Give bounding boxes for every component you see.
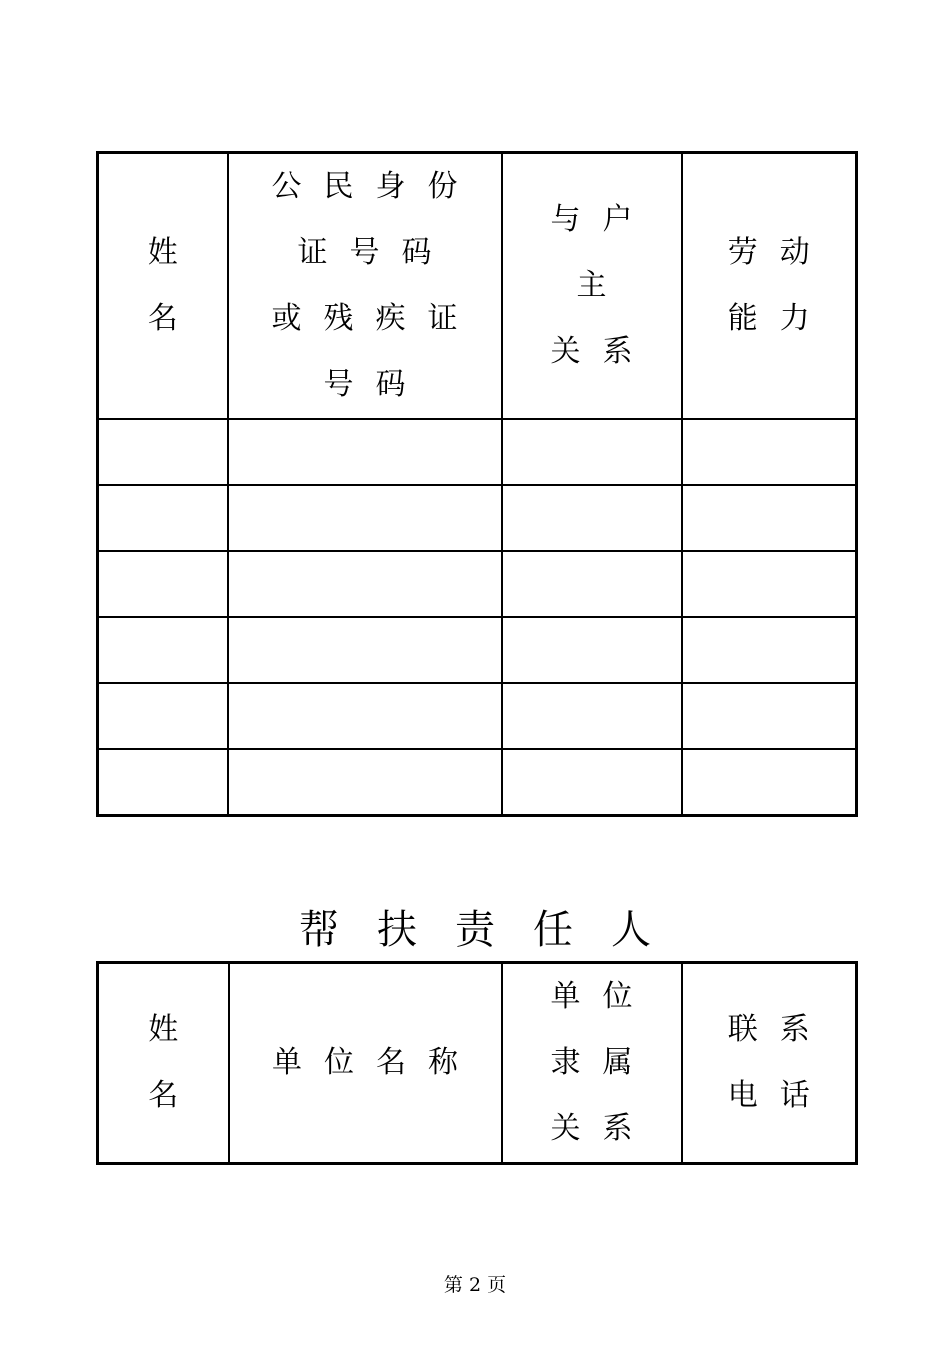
name-cell[interactable]	[98, 749, 228, 815]
labor-ability-cell[interactable]	[682, 419, 857, 485]
responsible-person-table	[96, 961, 858, 1165]
id-number-cell[interactable]	[228, 419, 502, 485]
name-cell[interactable]	[98, 551, 228, 617]
header-line: 姓	[148, 1012, 201, 1047]
header-id-number	[228, 153, 502, 420]
header-line: 联系	[727, 1012, 832, 1047]
header-relation-to-head	[502, 153, 682, 420]
header-unit-affiliation	[502, 963, 682, 1164]
header-line: 隶属	[550, 1045, 655, 1080]
relation-cell[interactable]	[502, 551, 682, 617]
labor-ability-cell[interactable]	[682, 551, 857, 617]
header-line: 名	[147, 301, 200, 336]
header-labor-ability	[682, 153, 857, 420]
header-line: 与户	[550, 202, 655, 237]
id-number-cell[interactable]	[228, 749, 502, 815]
relation-cell[interactable]	[502, 683, 682, 749]
header-line: 能力	[727, 301, 832, 336]
header-line: 单位名称	[272, 1045, 480, 1080]
household-members-table	[96, 151, 858, 817]
header-line: 证号码	[297, 235, 454, 270]
relation-cell[interactable]	[502, 419, 682, 485]
members-header-row	[98, 153, 857, 420]
responsible-header-row	[98, 963, 857, 1164]
header-line: 号码	[323, 367, 428, 402]
table-row	[98, 617, 857, 683]
table-row	[98, 683, 857, 749]
relation-cell[interactable]	[502, 485, 682, 551]
table-row	[98, 419, 857, 485]
section-title: 帮扶责任人	[299, 907, 689, 953]
name-cell[interactable]	[98, 617, 228, 683]
page-number: 第 2 页	[443, 1274, 507, 1296]
header-line: 电话	[727, 1078, 832, 1113]
header-line: 单位	[550, 979, 655, 1014]
id-number-cell[interactable]	[228, 617, 502, 683]
table-row	[98, 485, 857, 551]
labor-ability-cell[interactable]	[682, 683, 857, 749]
header-name	[98, 153, 228, 420]
id-number-cell[interactable]	[228, 485, 502, 551]
labor-ability-cell[interactable]	[682, 485, 857, 551]
header-unit-name	[229, 963, 502, 1164]
header-line: 关系	[550, 334, 655, 369]
table-row	[98, 551, 857, 617]
header-line: 姓	[147, 235, 200, 270]
name-cell[interactable]	[98, 419, 228, 485]
header-line: 公民身份	[271, 169, 480, 204]
table-row	[98, 749, 857, 815]
header-line: 劳动	[727, 235, 832, 270]
id-number-cell[interactable]	[228, 551, 502, 617]
header-line: 关系	[550, 1111, 655, 1146]
relation-cell[interactable]	[502, 617, 682, 683]
name-cell[interactable]	[98, 485, 228, 551]
name-cell[interactable]	[98, 683, 228, 749]
header-line: 名	[148, 1078, 201, 1113]
header-line: 主	[576, 268, 629, 303]
labor-ability-cell[interactable]	[682, 749, 857, 815]
labor-ability-cell[interactable]	[682, 617, 857, 683]
header-name	[98, 963, 229, 1164]
relation-cell[interactable]	[502, 749, 682, 815]
header-line: 或残疾证	[271, 301, 480, 336]
id-number-cell[interactable]	[228, 683, 502, 749]
header-contact-phone	[682, 963, 857, 1164]
